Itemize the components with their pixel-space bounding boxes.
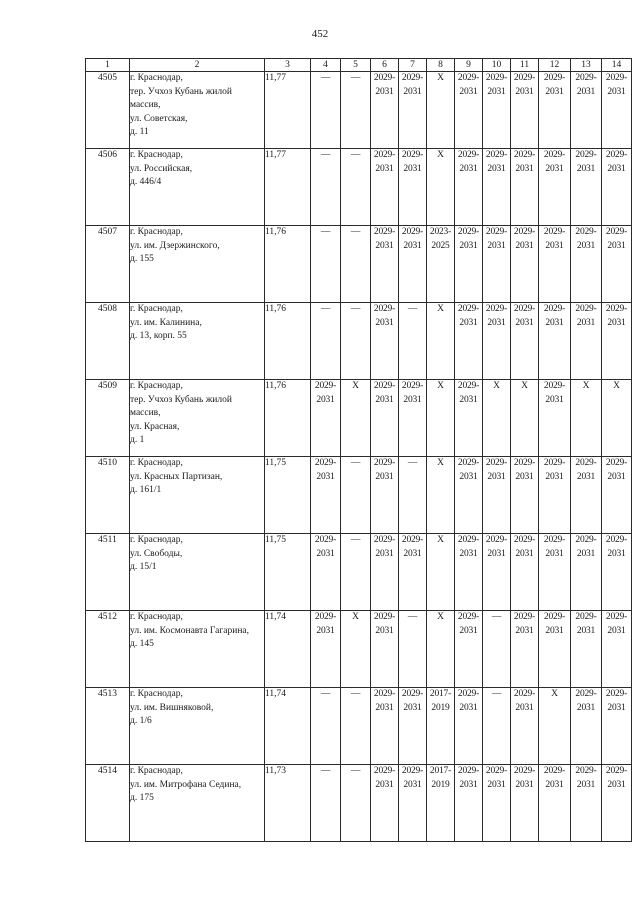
period-cell: 2029- 2031 <box>539 534 571 611</box>
period-cell: 2029- 2031 <box>602 765 632 842</box>
period-cell: 2017- 2019 <box>427 765 455 842</box>
period-cell: 2029- 2031 <box>399 534 427 611</box>
period-cell: 2029- 2031 <box>399 149 427 226</box>
period-cell: X <box>427 72 455 149</box>
column-header: 4 <box>311 59 341 72</box>
period-cell: 2029- 2031 <box>571 611 602 688</box>
period-cell: — <box>483 611 511 688</box>
period-cell: 2029- 2031 <box>602 611 632 688</box>
period-cell: 2029- 2031 <box>371 226 399 303</box>
column-header: 11 <box>511 59 539 72</box>
period-cell: 2029- 2031 <box>511 611 539 688</box>
period-cell: 2029- 2031 <box>539 457 571 534</box>
column-header: 1 <box>86 59 130 72</box>
period-cell: 2029- 2031 <box>511 457 539 534</box>
period-cell: 2029- 2031 <box>455 380 483 457</box>
value-cell: 11,77 <box>265 149 311 226</box>
value-cell: 11,76 <box>265 380 311 457</box>
period-cell: 2017- 2019 <box>427 688 455 765</box>
column-header: 13 <box>571 59 602 72</box>
column-header: 10 <box>483 59 511 72</box>
period-cell: — <box>399 611 427 688</box>
period-cell: X <box>427 611 455 688</box>
row-number-cell: 4512 <box>86 611 130 688</box>
period-cell: — <box>341 72 371 149</box>
period-cell: X <box>511 380 539 457</box>
period-cell: 2029- 2031 <box>483 72 511 149</box>
period-cell: 2029- 2031 <box>483 149 511 226</box>
period-cell: 2029- 2031 <box>371 380 399 457</box>
period-cell: 2029- 2031 <box>399 72 427 149</box>
period-cell: 2029- 2031 <box>602 149 632 226</box>
value-cell: 11,75 <box>265 457 311 534</box>
period-cell: — <box>311 149 341 226</box>
period-cell: X <box>571 380 602 457</box>
column-header: 2 <box>130 59 265 72</box>
period-cell: 2029- 2031 <box>455 149 483 226</box>
period-cell: 2029- 2031 <box>483 457 511 534</box>
period-cell: — <box>341 149 371 226</box>
table-row <box>86 72 632 149</box>
period-cell: 2029- 2031 <box>539 226 571 303</box>
period-cell: 2029- 2031 <box>399 226 427 303</box>
period-cell: 2029- 2031 <box>602 226 632 303</box>
table-row <box>86 688 632 765</box>
value-cell: 11,75 <box>265 534 311 611</box>
period-cell: 2029- 2031 <box>571 534 602 611</box>
period-cell: 2029- 2031 <box>571 226 602 303</box>
period-cell: 2029- 2031 <box>455 303 483 380</box>
period-cell: 2029- 2031 <box>455 765 483 842</box>
period-cell: 2029- 2031 <box>511 688 539 765</box>
address-cell: г. Краснодар, ул. им. Калинина, д. 13, корп. 55 <box>130 303 265 380</box>
period-cell: 2029- 2031 <box>311 534 341 611</box>
period-cell: 2029- 2031 <box>539 303 571 380</box>
period-cell: — <box>341 688 371 765</box>
period-cell: X <box>427 457 455 534</box>
address-cell: г. Краснодар, ул. Свободы, д. 15/1 <box>130 534 265 611</box>
period-cell: — <box>311 226 341 303</box>
period-cell: X <box>341 380 371 457</box>
period-cell: 2029- 2031 <box>602 457 632 534</box>
period-cell: X <box>341 611 371 688</box>
column-header: 3 <box>265 59 311 72</box>
period-cell: 2029- 2031 <box>455 611 483 688</box>
period-cell: — <box>483 688 511 765</box>
address-cell: г. Краснодар, ул. им. Митрофана Седина, д. 175 <box>130 765 265 842</box>
address-cell: г. Краснодар, ул. Красных Партизан, д. 161/1 <box>130 457 265 534</box>
period-cell: 2029- 2031 <box>371 688 399 765</box>
period-cell: 2029- 2031 <box>571 303 602 380</box>
period-cell: 2029- 2031 <box>371 765 399 842</box>
period-cell: 2029- 2031 <box>455 534 483 611</box>
table-body <box>86 72 632 842</box>
period-cell: X <box>427 380 455 457</box>
row-number-cell: 4508 <box>86 303 130 380</box>
column-header: 14 <box>602 59 632 72</box>
period-cell: 2029- 2031 <box>483 765 511 842</box>
period-cell: 2029- 2031 <box>602 72 632 149</box>
period-cell: — <box>311 72 341 149</box>
row-number-cell: 4507 <box>86 226 130 303</box>
period-cell: — <box>399 457 427 534</box>
address-cell: г. Краснодар, тер. Учхоз Кубань жилой массив, ул. Красная, д. 1 <box>130 380 265 457</box>
period-cell: — <box>341 457 371 534</box>
table-row <box>86 226 632 303</box>
period-cell: 2029- 2031 <box>399 688 427 765</box>
period-cell: 2029- 2031 <box>602 534 632 611</box>
period-cell: 2029- 2031 <box>455 226 483 303</box>
register-table <box>85 58 632 842</box>
period-cell: — <box>341 226 371 303</box>
period-cell: 2029- 2031 <box>602 688 632 765</box>
period-cell: 2029- 2031 <box>539 149 571 226</box>
value-cell: 11,77 <box>265 72 311 149</box>
period-cell: X <box>483 380 511 457</box>
row-number-cell: 4510 <box>86 457 130 534</box>
period-cell: X <box>427 149 455 226</box>
period-cell: 2029- 2031 <box>455 457 483 534</box>
row-number-cell: 4505 <box>86 72 130 149</box>
period-cell: 2029- 2031 <box>455 688 483 765</box>
table-row <box>86 149 632 226</box>
value-cell: 11,74 <box>265 611 311 688</box>
period-cell: 2029- 2031 <box>311 380 341 457</box>
period-cell: 2029- 2031 <box>371 303 399 380</box>
period-cell: 2023- 2025 <box>427 226 455 303</box>
row-number-cell: 4514 <box>86 765 130 842</box>
period-cell: 2029- 2031 <box>483 226 511 303</box>
period-cell: 2029- 2031 <box>539 72 571 149</box>
period-cell: 2029- 2031 <box>571 457 602 534</box>
period-cell: — <box>341 534 371 611</box>
table-row <box>86 534 632 611</box>
address-cell: г. Краснодар, ул. им. Дзержинского, д. 155 <box>130 226 265 303</box>
period-cell: 2029- 2031 <box>511 149 539 226</box>
row-number-cell: 4509 <box>86 380 130 457</box>
table-row <box>86 457 632 534</box>
period-cell: X <box>539 688 571 765</box>
period-cell: — <box>399 303 427 380</box>
value-cell: 11,76 <box>265 226 311 303</box>
row-number-cell: 4511 <box>86 534 130 611</box>
value-cell: 11,73 <box>265 765 311 842</box>
row-number-cell: 4513 <box>86 688 130 765</box>
column-header: 9 <box>455 59 483 72</box>
column-header: 5 <box>341 59 371 72</box>
period-cell: 2029- 2031 <box>371 149 399 226</box>
period-cell: 2029- 2031 <box>371 72 399 149</box>
column-number-row <box>86 59 632 72</box>
address-cell: г. Краснодар, ул. им. Вишняковой, д. 1/6 <box>130 688 265 765</box>
address-cell: г. Краснодар, ул. им. Космонавта Гагарина, д. 145 <box>130 611 265 688</box>
period-cell: — <box>341 765 371 842</box>
period-cell: 2029- 2031 <box>539 765 571 842</box>
period-cell: — <box>311 765 341 842</box>
period-cell: 2029- 2031 <box>539 611 571 688</box>
period-cell: 2029- 2031 <box>571 149 602 226</box>
period-cell: 2029- 2031 <box>483 303 511 380</box>
period-cell: 2029- 2031 <box>539 380 571 457</box>
period-cell: 2029- 2031 <box>371 611 399 688</box>
period-cell: X <box>427 534 455 611</box>
period-cell: 2029- 2031 <box>371 534 399 611</box>
page-number: 452 <box>311 28 329 40</box>
period-cell: 2029- 2031 <box>571 765 602 842</box>
period-cell: 2029- 2031 <box>511 226 539 303</box>
address-cell: г. Краснодар, тер. Учхоз Кубань жилой массив, ул. Советская, д. 11 <box>130 72 265 149</box>
column-header: 12 <box>539 59 571 72</box>
period-cell: 2029- 2031 <box>483 534 511 611</box>
period-cell: 2029- 2031 <box>511 72 539 149</box>
period-cell: 2029- 2031 <box>371 457 399 534</box>
period-cell: 2029- 2031 <box>511 765 539 842</box>
period-cell: 2029- 2031 <box>571 72 602 149</box>
table-row <box>86 611 632 688</box>
table-row <box>86 765 632 842</box>
period-cell: 2029- 2031 <box>511 303 539 380</box>
table-row <box>86 380 632 457</box>
period-cell: 2029- 2031 <box>311 611 341 688</box>
period-cell: — <box>311 303 341 380</box>
period-cell: — <box>311 688 341 765</box>
period-cell: X <box>427 303 455 380</box>
period-cell: 2029- 2031 <box>511 534 539 611</box>
table-row <box>86 303 632 380</box>
value-cell: 11,74 <box>265 688 311 765</box>
period-cell: 2029- 2031 <box>399 380 427 457</box>
period-cell: X <box>602 380 632 457</box>
row-number-cell: 4506 <box>86 149 130 226</box>
period-cell: — <box>341 303 371 380</box>
period-cell: 2029- 2031 <box>455 72 483 149</box>
column-header: 7 <box>399 59 427 72</box>
address-cell: г. Краснодар, ул. Российская, д. 446/4 <box>130 149 265 226</box>
period-cell: 2029- 2031 <box>399 765 427 842</box>
column-header: 8 <box>427 59 455 72</box>
period-cell: 2029- 2031 <box>571 688 602 765</box>
period-cell: 2029- 2031 <box>602 303 632 380</box>
column-header: 6 <box>371 59 399 72</box>
period-cell: 2029- 2031 <box>311 457 341 534</box>
value-cell: 11,76 <box>265 303 311 380</box>
